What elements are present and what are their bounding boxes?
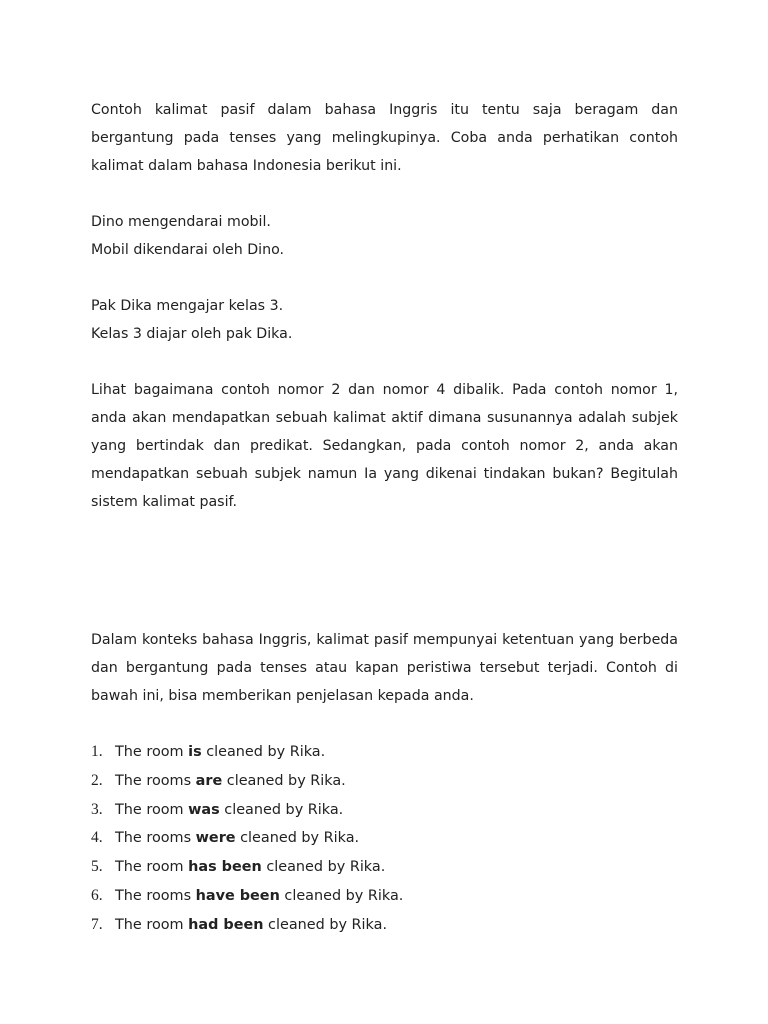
spacer — [91, 516, 678, 626]
list-item-text: The room — [115, 801, 189, 818]
list-item-number: 5. — [91, 858, 103, 876]
document-page — [91, 96, 678, 940]
spacer — [91, 264, 678, 292]
spacer — [91, 180, 678, 208]
list-item-text: The rooms — [115, 772, 196, 789]
example-1-active: Dino mengendarai mobil. — [91, 214, 271, 230]
spacer — [91, 348, 678, 376]
list-item — [91, 767, 678, 796]
explanation-paragraph: Lihat bagaimana contoh nomor 2 dan nomor 4 dibalik. Pada contoh nomor 1, anda akan mendapatkan sebuah kalimat aktif dimana susunannya adalah subjek yang bertindak dan predikat. Sedangkan, pada contoh nomor 2, anda akan mendapatkan sebuah subjek namun Ia yang dikenai tindakan bukan? Begitulah sistem kalimat pasif. — [91, 382, 678, 510]
passive-examples-list — [91, 738, 678, 940]
list-item-number: 2. — [91, 771, 103, 789]
context-paragraph: Dalam konteks bahasa Inggris, kalimat pasif mempunyai ketentuan yang berbeda dan bergantung pada tenses atau kapan peristiwa tersebut terjadi. Contoh di bawah ini, bisa memberikan penjelasan kepada anda. — [91, 632, 678, 704]
list-item-number: 7. — [91, 915, 103, 933]
list-item-text: cleaned by Rika. — [263, 916, 388, 933]
list-item-verb: is — [188, 744, 202, 760]
list-item-text: cleaned by Rika. — [261, 859, 386, 876]
list-item-text: The room — [115, 744, 189, 760]
list-item-text: cleaned by Rika. — [279, 887, 404, 904]
list-item-verb: have been — [195, 887, 280, 904]
list-item-number: 6. — [91, 886, 103, 904]
intro-paragraph: Contoh kalimat pasif dalam bahasa Inggris itu tentu saja beragam dan bergantung pada tenses yang melingkupinya. Coba anda perhatikan contoh kalimat dalam bahasa Indonesia berikut ini. — [91, 102, 678, 174]
list-item — [91, 882, 678, 911]
list-item — [91, 853, 678, 882]
list-item-text: The rooms — [115, 887, 196, 904]
list-item-verb: has been — [188, 859, 262, 876]
list-item-verb: had been — [188, 916, 264, 933]
list-item-number: 3. — [91, 800, 103, 818]
example-1-passive: Mobil dikendarai oleh Dino. — [91, 242, 285, 258]
list-item-text: cleaned by Rika. — [235, 830, 360, 847]
list-item-text: cleaned by Rika. — [222, 772, 346, 789]
list-item — [91, 738, 678, 767]
list-item-verb: was — [188, 801, 220, 818]
list-item-number: 4. — [91, 829, 103, 847]
list-item-text: cleaned by Rika. — [219, 801, 344, 818]
list-item — [91, 796, 678, 825]
list-item-text: cleaned by Rika. — [201, 744, 326, 760]
list-item-verb: are — [195, 772, 223, 789]
list-item-verb: were — [195, 830, 236, 847]
list-item — [91, 824, 678, 853]
list-item-text: The room — [115, 859, 189, 876]
list-item — [91, 911, 678, 940]
list-item-text: The rooms — [115, 830, 196, 847]
example-2-active: Pak Dika mengajar kelas 3. — [91, 298, 284, 314]
example-2-passive: Kelas 3 diajar oleh pak Dika. — [91, 326, 293, 342]
list-item-number: 1. — [91, 743, 103, 760]
spacer — [91, 710, 678, 738]
list-item-text: The room — [115, 916, 189, 933]
